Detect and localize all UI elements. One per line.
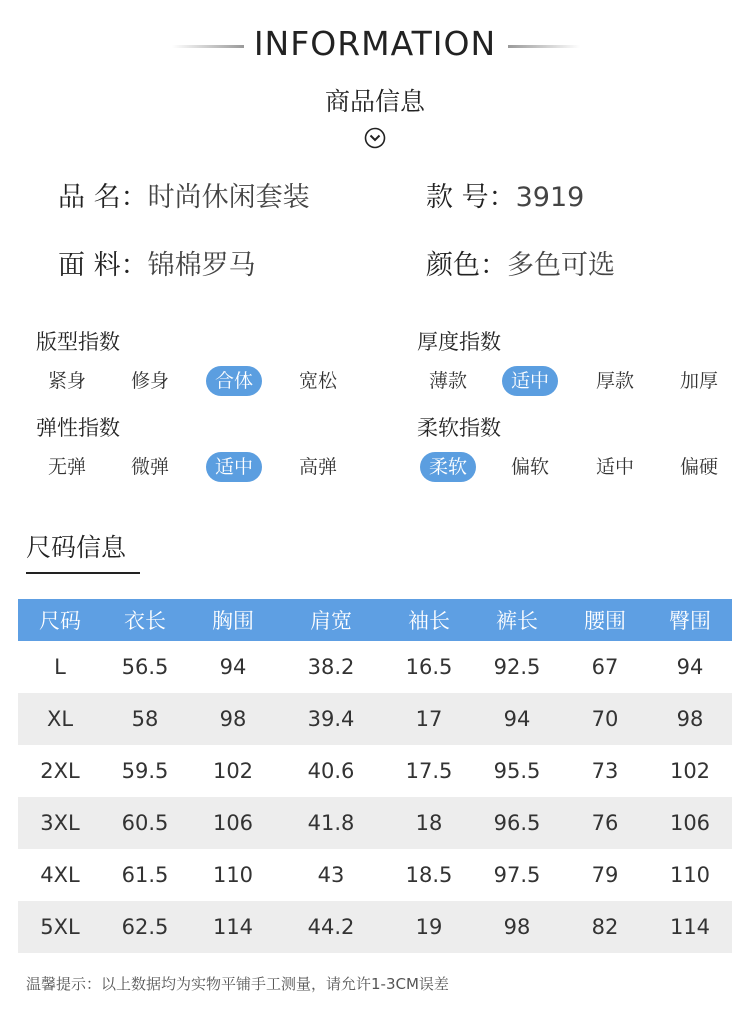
chevron-down-circle-icon <box>364 127 386 149</box>
size-table-cell: 82 <box>591 915 619 939</box>
fit-option-0: 紧身 <box>47 370 86 392</box>
size-table-header-cell: 腰围 <box>584 609 626 633</box>
size-table-cell: 17 <box>415 707 443 731</box>
size-table-cell: 38.2 <box>307 655 355 679</box>
size-table-row <box>18 849 732 901</box>
size-table-cell: 97.5 <box>493 863 541 887</box>
size-table-row <box>18 797 732 849</box>
color-row <box>426 243 615 282</box>
size-table-cell: 114 <box>669 915 711 939</box>
fit-option-1: 修身 <box>130 370 169 392</box>
size-table-cell: 41.8 <box>307 811 355 835</box>
thickness-index-title: 厚度指数 <box>417 330 501 354</box>
size-table-header-cell: 尺码 <box>39 609 81 633</box>
size-table-header-cell: 衣长 <box>124 609 166 633</box>
softness-option-2: 适中 <box>595 456 634 478</box>
size-table-header-cell: 裤长 <box>496 609 538 633</box>
fit-option-3: 宽松 <box>298 370 337 392</box>
size-info-underline <box>26 572 140 574</box>
size-table-header-cell: 臀围 <box>669 609 711 633</box>
size-table-cell: 59.5 <box>121 759 169 783</box>
size-table-cell: 16.5 <box>405 655 453 679</box>
size-table-cell: 92.5 <box>493 655 541 679</box>
size-table-header <box>18 599 732 641</box>
color-label: 颜色： <box>426 250 507 281</box>
size-table-cell: L <box>54 655 66 679</box>
header-title: INFORMATION <box>253 24 497 63</box>
size-table-cell: 114 <box>212 915 254 939</box>
fabric-value: 锦棉罗马 <box>147 250 256 281</box>
size-table-cell: 43 <box>317 863 345 887</box>
elasticity-option-0: 无弹 <box>47 456 86 478</box>
size-table-cell: XL <box>46 707 74 731</box>
size-table-cell: 67 <box>591 655 619 679</box>
size-table-cell: 3XL <box>40 811 80 835</box>
size-table-cell: 40.6 <box>307 759 355 783</box>
size-table-cell: 94 <box>219 655 247 679</box>
softness-index-title: 柔软指数 <box>417 416 501 440</box>
style-number-label: 款 号： <box>426 182 516 213</box>
size-table-cell: 102 <box>212 759 254 783</box>
size-table-cell: 70 <box>591 707 619 731</box>
elasticity-option-1: 微弹 <box>130 456 169 478</box>
softness-option-3: 偏硬 <box>679 456 718 478</box>
style-number-row <box>426 175 584 214</box>
size-table-cell: 95.5 <box>493 759 541 783</box>
size-table-header-cell: 肩宽 <box>310 609 352 633</box>
size-table-cell: 2XL <box>40 759 80 783</box>
size-table-cell: 62.5 <box>121 915 169 939</box>
size-table-cell: 94 <box>503 707 531 731</box>
size-table-row <box>18 693 732 745</box>
size-table-cell: 98 <box>219 707 247 731</box>
size-table-cell: 58 <box>131 707 159 731</box>
size-table-row <box>18 745 732 797</box>
size-table-cell: 61.5 <box>121 863 169 887</box>
size-table-cell: 110 <box>669 863 711 887</box>
size-table-cell: 44.2 <box>307 915 355 939</box>
size-table-cell: 5XL <box>40 915 80 939</box>
size-table-cell: 106 <box>212 811 254 835</box>
size-table-header-cell: 袖长 <box>408 609 450 633</box>
thickness-option-0: 薄款 <box>428 370 467 392</box>
size-table-cell: 106 <box>669 811 711 835</box>
measurement-note: 温馨提示：以上数据均为实物平铺手工测量，请允许1-3CM误差 <box>26 975 449 993</box>
size-info-title: 尺码信息 <box>26 533 127 562</box>
fit-option-2: 合体 <box>206 366 262 396</box>
size-table-cell: 102 <box>669 759 711 783</box>
elasticity-option-3: 高弹 <box>298 456 337 478</box>
size-table-cell: 94 <box>676 655 704 679</box>
header-subtitle: 商品信息 <box>324 87 425 116</box>
header-right-line <box>508 45 580 48</box>
color-value: 多色可选 <box>507 250 615 281</box>
size-table-cell: 110 <box>212 863 254 887</box>
product-name-label: 品 名： <box>58 182 148 213</box>
size-table-cell: 98 <box>503 915 531 939</box>
size-table-cell: 39.4 <box>307 707 355 731</box>
size-table-row <box>18 901 732 953</box>
size-table-cell: 60.5 <box>121 811 169 835</box>
size-table-cell: 96.5 <box>493 811 541 835</box>
product-name-row <box>58 175 310 214</box>
thickness-option-3: 加厚 <box>679 370 718 392</box>
thickness-option-1: 适中 <box>502 366 558 396</box>
product-name-value: 时尚休闲套装 <box>147 182 310 213</box>
size-table-cell: 56.5 <box>121 655 169 679</box>
size-table-cell: 18 <box>415 811 443 835</box>
style-number-value: 3919 <box>515 182 585 213</box>
size-table-cell: 76 <box>591 811 619 835</box>
fit-index-title: 版型指数 <box>36 330 120 354</box>
thickness-option-2: 厚款 <box>595 370 634 392</box>
size-table-cell: 73 <box>591 759 619 783</box>
elasticity-option-2: 适中 <box>206 452 262 482</box>
fabric-label: 面 料： <box>58 250 148 281</box>
size-table-cell: 4XL <box>40 863 80 887</box>
fabric-row <box>58 243 256 282</box>
size-table-cell: 98 <box>676 707 704 731</box>
size-table-cell: 17.5 <box>405 759 453 783</box>
size-table-cell: 19 <box>415 915 443 939</box>
size-table-row <box>18 641 732 693</box>
softness-option-1: 偏软 <box>510 456 549 478</box>
size-table-header-cell: 胸围 <box>212 609 254 633</box>
softness-option-0: 柔软 <box>420 452 476 482</box>
size-table-cell: 18.5 <box>405 863 453 887</box>
elasticity-index-title: 弹性指数 <box>36 416 120 440</box>
size-table-cell: 79 <box>591 863 619 887</box>
